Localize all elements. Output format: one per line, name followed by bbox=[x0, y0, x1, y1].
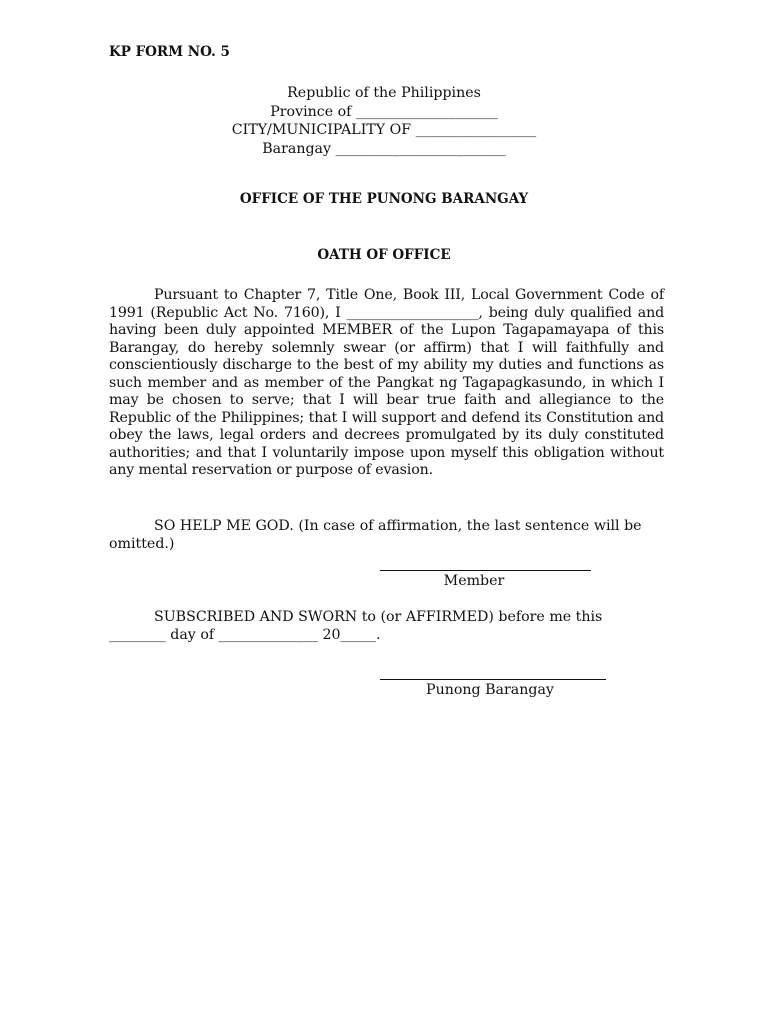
punong-signature-line bbox=[380, 679, 606, 680]
help-paragraph: SO HELP ME GOD. (In case of affirmation, the last sentence will be omitted.) bbox=[109, 518, 642, 552]
office-title: OFFICE OF THE PUNONG BARANGAY bbox=[239, 191, 529, 207]
header-city: CITY/MUNICIPALITY OF _________________ bbox=[231, 122, 537, 138]
header-province: Province of ____________________ bbox=[270, 103, 498, 120]
subscribed-paragraph bbox=[109, 609, 664, 644]
member-label: Member bbox=[443, 573, 505, 589]
document-header bbox=[0, 84, 768, 158]
punong-barangay-label: Punong Barangay bbox=[426, 682, 554, 698]
oath-paragraph: Pursuant to Chapter 7, Title One, Book III, Local Government Code of 1991 (Republic Act No. 7160), I ___________________, being duly qualified and having been duly appointed MEMBER of the Lupon Tagapamayapa of this Barangay, do hereby solemnly swear (or affirm) that I will faithfully and conscientiously discharge to the best of my ability my duties and functions as such member and as member of the Pangkat ng Tagapagkasundo, in which I may be chosen to serve; that I will bear true faith and allegiance to the Republic of the Philippines; that I will support and defend its Constitution and obey the laws, legal orders and decrees promulgated by its duly constituted authorities; and that I voluntarily impose upon myself this obligation without any mental reservation or purpose of evasion. bbox=[109, 287, 664, 479]
subscribed-line-2: ________ day of ______________ 20_____. bbox=[109, 626, 381, 643]
header-barangay: Barangay ________________________ bbox=[262, 140, 506, 157]
member-signature-line bbox=[380, 570, 591, 571]
subscribed-line-1: SUBSCRIBED AND SWORN to (or AFFIRMED) before me this bbox=[154, 609, 603, 625]
oath-title: OATH OF OFFICE bbox=[317, 247, 451, 263]
header-republic: Republic of the Philippines bbox=[287, 85, 481, 101]
form-number: KP FORM NO. 5 bbox=[109, 44, 230, 60]
